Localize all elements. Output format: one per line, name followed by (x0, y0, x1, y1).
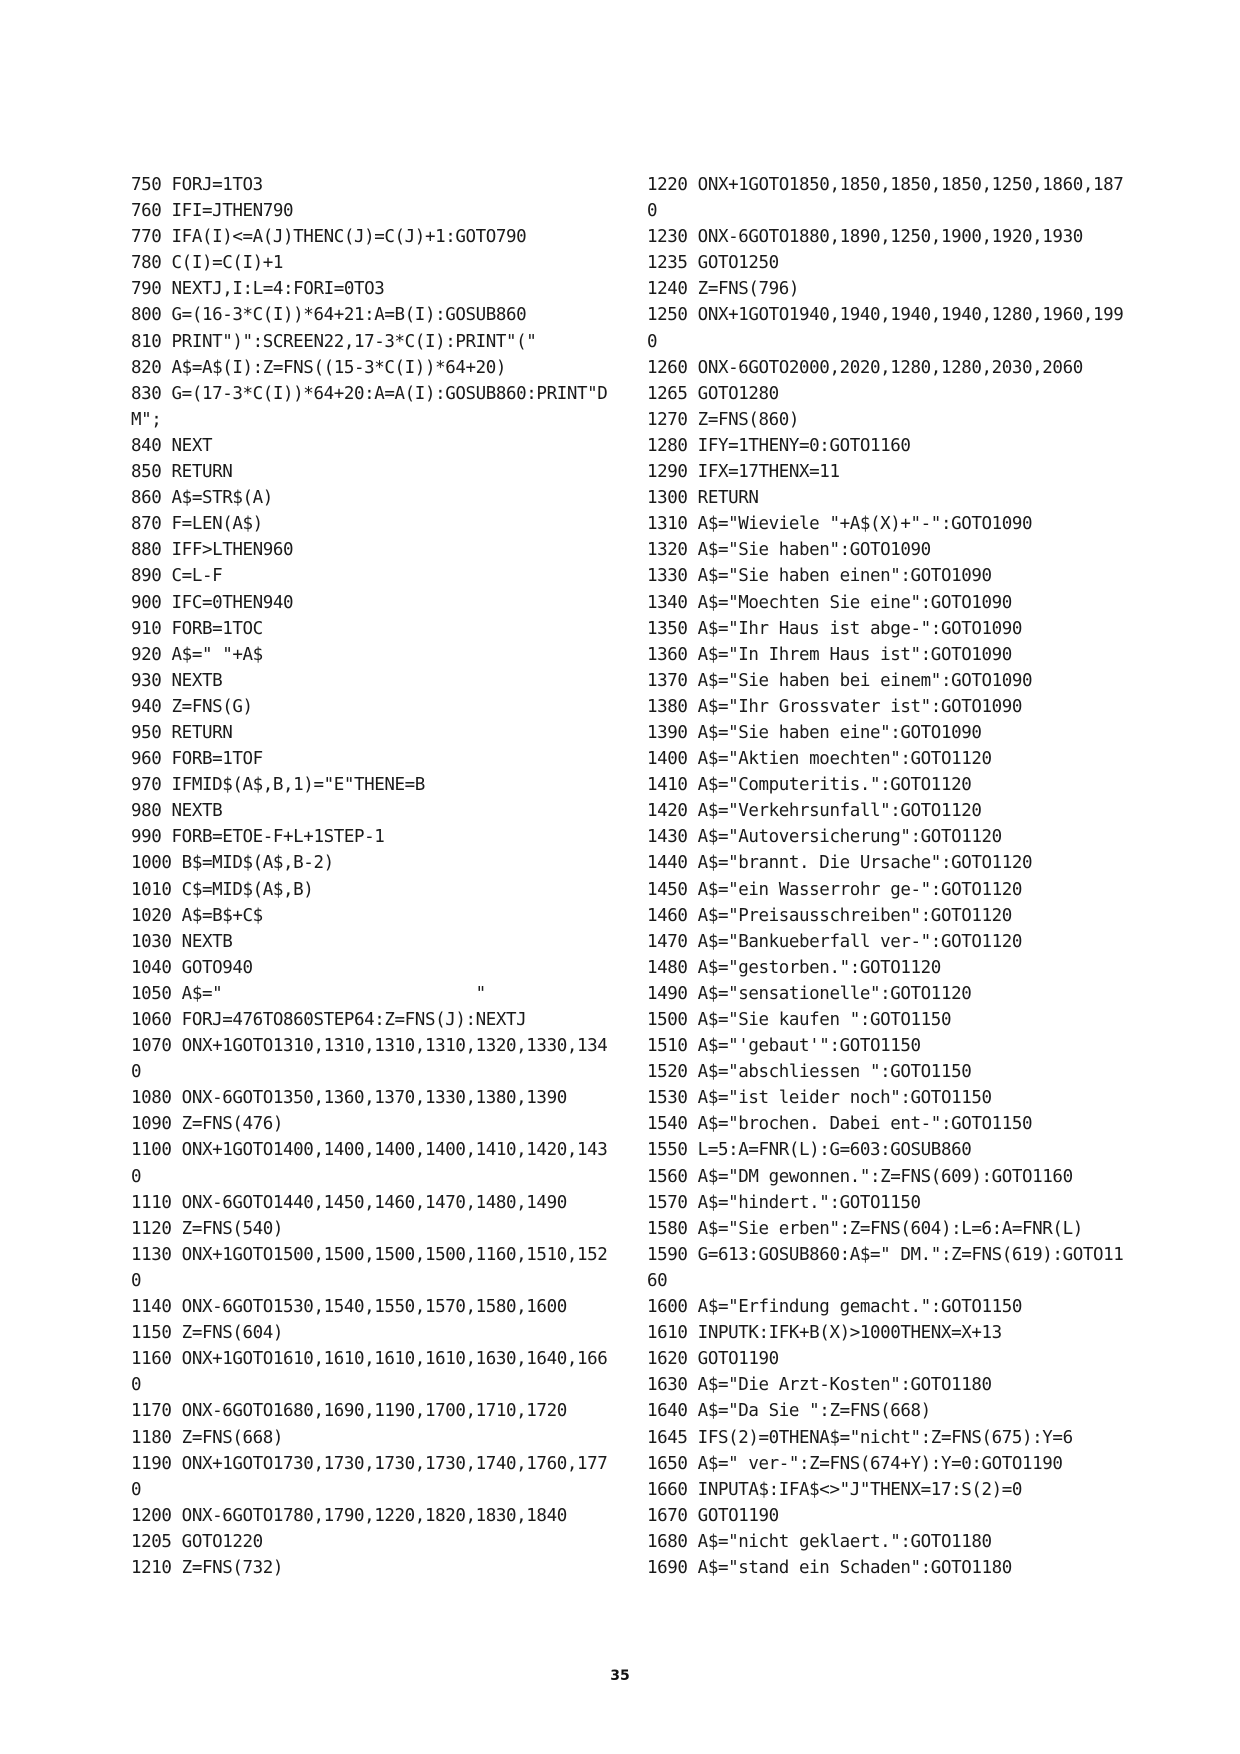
code-line: 1190 ONX+1GOTO1730,1730,1730,1730,1740,1760,177 (131, 1453, 608, 1474)
code-line: 1480 A$="gestorben.":GOTO1120 (647, 957, 941, 978)
code-line: 1400 A$="Aktien moechten":GOTO1120 (647, 749, 992, 770)
code-line: 1640 A$="Da Sie ":Z=FNS(668) (647, 1401, 931, 1422)
code-line: 1040 GOTO940 (131, 957, 253, 978)
code-line: 1500 A$="Sie kaufen ":GOTO1150 (647, 1010, 952, 1030)
code-line: 1550 L=5:A=FNR(L):G=603:GOSUB860 (647, 1140, 972, 1161)
code-line: 1240 Z=FNS(796) (647, 279, 800, 300)
code-line: 880 IFF>LTHEN960 (131, 540, 294, 561)
code-line: 1070 ONX+1GOTO1310,1310,1310,1310,1320,1330,134 (131, 1036, 608, 1057)
code-line: 1150 Z=FNS(604) (131, 1323, 284, 1344)
code-line: 910 FORB=1TOC (131, 618, 263, 639)
code-line: 780 C(I)=C(I)+1 (131, 253, 284, 274)
code-line: 1560 A$="DM gewonnen.":Z=FNS(609):GOTO1160 (647, 1166, 1073, 1187)
code-line: 850 RETURN (131, 462, 233, 483)
code-line: 1570 A$="hindert.":GOTO1150 (647, 1192, 921, 1213)
code-line: 1580 A$="Sie erben":Z=FNS(604):L=6:A=FNR(L) (647, 1218, 1083, 1239)
code-line: 0 (131, 1270, 142, 1291)
code-line: 870 F=LEN(A$) (131, 514, 263, 535)
code-line: 1200 ONX-6GOTO1780,1790,1220,1820,1830,1840 (131, 1505, 567, 1526)
code-line: 1390 A$="Sie haben eine":GOTO1090 (647, 722, 982, 743)
code-line: 1090 Z=FNS(476) (131, 1114, 284, 1135)
code-line: 1300 RETURN (647, 488, 759, 509)
code-line: 1420 A$="Verkehrsunfall":GOTO1120 (647, 801, 982, 822)
code-line: 1510 A$="'gebaut'":GOTO1150 (647, 1036, 921, 1057)
code-line: 1645 IFS(2)=0THENA$="nicht":Z=FNS(675):Y=6 (647, 1427, 1073, 1448)
code-line: 1100 ONX+1GOTO1400,1400,1400,1400,1410,1420,143 (131, 1140, 608, 1161)
code-line: 60 (647, 1270, 668, 1291)
code-line: 1060 FORJ=476TO860STEP64:Z=FNS(J):NEXTJ (131, 1010, 527, 1030)
code-line: 1650 A$=" ver-":Z=FNS(674+Y):Y=0:GOTO1190 (647, 1453, 1063, 1474)
code-line: 1030 NEXTB (131, 931, 233, 952)
code-line: 1120 Z=FNS(540) (131, 1218, 284, 1239)
code-line: 1130 ONX+1GOTO1500,1500,1500,1500,1160,1510,152 (131, 1244, 608, 1265)
code-line: 1530 A$="ist leider noch":GOTO1150 (647, 1088, 992, 1109)
code-line: 1080 ONX-6GOTO1350,1360,1370,1330,1380,1390 (131, 1088, 567, 1109)
code-line: 1360 A$="In Ihrem Haus ist":GOTO1090 (647, 644, 1012, 665)
code-line: 1410 A$="Computeritis.":GOTO1120 (647, 775, 972, 796)
code-line: 970 IFMID$(A$,B,1)="E"THENE=B (131, 775, 425, 796)
code-line: 820 A$=A$(I):Z=FNS((15-3*C(I))*64+20) (131, 357, 507, 378)
code-line: 1260 ONX-6GOTO2000,2020,1280,1280,2030,2060 (647, 357, 1083, 378)
listing-column-right (647, 172, 1147, 1581)
code-line: 1010 C$=MID$(A$,B) (131, 879, 314, 900)
code-line: 1110 ONX-6GOTO1440,1450,1460,1470,1480,1490 (131, 1192, 567, 1213)
code-line: 1430 A$="Autoversicherung":GOTO1120 (647, 827, 1002, 848)
code-line: 1140 ONX-6GOTO1530,1540,1550,1570,1580,1600 (131, 1297, 567, 1318)
code-line: 810 PRINT")":SCREEN22,17-3*C(I):PRINT"(" (131, 331, 537, 352)
code-line: 1670 GOTO1190 (647, 1505, 779, 1526)
code-line: 1050 A$=" " (131, 983, 486, 1004)
code-line: 1310 A$="Wieviele "+A$(X)+"-":GOTO1090 (647, 514, 1033, 535)
code-line: 1160 ONX+1GOTO1610,1610,1610,1610,1630,1640,166 (131, 1349, 608, 1370)
code-line: 980 NEXTB (131, 801, 223, 822)
code-line: 1470 A$="Bankueberfall ver-":GOTO1120 (647, 931, 1023, 952)
code-line: 920 A$=" "+A$ (131, 644, 263, 665)
code-line: 1220 ONX+1GOTO1850,1850,1850,1850,1250,1860,187 (647, 175, 1124, 195)
code-line: 1370 A$="Sie haben bei einem":GOTO1090 (647, 670, 1033, 691)
code-line: 1210 Z=FNS(732) (131, 1557, 284, 1578)
code-line: 1320 A$="Sie haben":GOTO1090 (647, 540, 931, 561)
code-line: 1205 GOTO1220 (131, 1531, 263, 1552)
code-line: 930 NEXTB (131, 670, 223, 691)
code-line: 750 FORJ=1TO3 (131, 175, 263, 195)
page-number: 35 (610, 1668, 630, 1684)
code-line: 1250 ONX+1GOTO1940,1940,1940,1940,1280,1960,199 (647, 305, 1124, 326)
code-line: 830 G=(17-3*C(I))*64+20:A=A(I):GOSUB860:PRINT"D (131, 383, 608, 404)
code-line: 950 RETURN (131, 722, 233, 743)
code-line: 1170 ONX-6GOTO1680,1690,1190,1700,1710,1720 (131, 1401, 567, 1422)
code-line: 1380 A$="Ihr Grossvater ist":GOTO1090 (647, 696, 1023, 717)
code-line: 770 IFA(I)<=A(J)THENC(J)=C(J)+1:GOTO790 (131, 227, 527, 248)
code-line: 940 Z=FNS(G) (131, 696, 253, 717)
code-line: 0 (131, 1062, 142, 1083)
code-line: 960 FORB=1TOF (131, 749, 263, 770)
code-line: 1350 A$="Ihr Haus ist abge-":GOTO1090 (647, 618, 1023, 639)
code-line: 1690 A$="stand ein Schaden":GOTO1180 (647, 1557, 1012, 1578)
code-line: 0 (647, 331, 658, 352)
code-line: 800 G=(16-3*C(I))*64+21:A=B(I):GOSUB860 (131, 305, 527, 326)
code-line: 1330 A$="Sie haben einen":GOTO1090 (647, 566, 992, 587)
code-line: 1290 IFX=17THENX=11 (647, 462, 840, 483)
code-line: 1540 A$="brochen. Dabei ent-":GOTO1150 (647, 1114, 1033, 1135)
code-line: 1450 A$="ein Wasserrohr ge-":GOTO1120 (647, 879, 1023, 900)
code-line: 1610 INPUTK:IFK+B(X)>1000THENX=X+13 (647, 1323, 1002, 1344)
code-line: 1340 A$="Moechten Sie eine":GOTO1090 (647, 592, 1012, 613)
code-line: 1460 A$="Preisausschreiben":GOTO1120 (647, 905, 1012, 926)
code-line: 760 IFI=JTHEN790 (131, 201, 294, 222)
code-line: 1680 A$="nicht geklaert.":GOTO1180 (647, 1531, 992, 1552)
code-line: 1490 A$="sensationelle":GOTO1120 (647, 983, 972, 1004)
code-line: 900 IFC=0THEN940 (131, 592, 294, 613)
code-line: 0 (131, 1166, 142, 1187)
code-line: 890 C=L-F (131, 566, 223, 587)
code-line: 1620 GOTO1190 (647, 1349, 779, 1370)
code-line: M"; (131, 409, 162, 430)
code-line: 1630 A$="Die Arzt-Kosten":GOTO1180 (647, 1375, 992, 1396)
code-line: 1280 IFY=1THENY=0:GOTO1160 (647, 435, 911, 456)
code-line: 1270 Z=FNS(860) (647, 409, 800, 430)
code-line: 1000 B$=MID$(A$,B-2) (131, 853, 334, 874)
code-line: 1520 A$="abschliessen ":GOTO1150 (647, 1062, 972, 1083)
code-line: 1265 GOTO1280 (647, 383, 779, 404)
code-line: 1230 ONX-6GOTO1880,1890,1250,1900,1920,1930 (647, 227, 1083, 248)
listing-column-left (131, 172, 631, 1581)
code-line: 990 FORB=ETOE-F+L+1STEP-1 (131, 827, 385, 848)
code-line: 840 NEXT (131, 435, 213, 456)
code-line: 1180 Z=FNS(668) (131, 1427, 284, 1448)
code-line: 1020 A$=B$+C$ (131, 905, 263, 926)
code-line: 0 (131, 1479, 142, 1500)
code-line: 0 (647, 201, 658, 222)
code-line: 860 A$=STR$(A) (131, 488, 273, 509)
code-line: 1235 GOTO1250 (647, 253, 779, 274)
code-line: 790 NEXTJ,I:L=4:FORI=0TO3 (131, 279, 385, 300)
code-line: 1590 G=613:GOSUB860:A$=" DM.":Z=FNS(619):GOTO11 (647, 1244, 1124, 1265)
code-line: 0 (131, 1375, 142, 1396)
code-line: 1600 A$="Erfindung gemacht.":GOTO1150 (647, 1297, 1023, 1318)
code-line: 1660 INPUTA$:IFA$<>"J"THENX=17:S(2)=0 (647, 1479, 1023, 1500)
code-line: 1440 A$="brannt. Die Ursache":GOTO1120 (647, 853, 1033, 874)
